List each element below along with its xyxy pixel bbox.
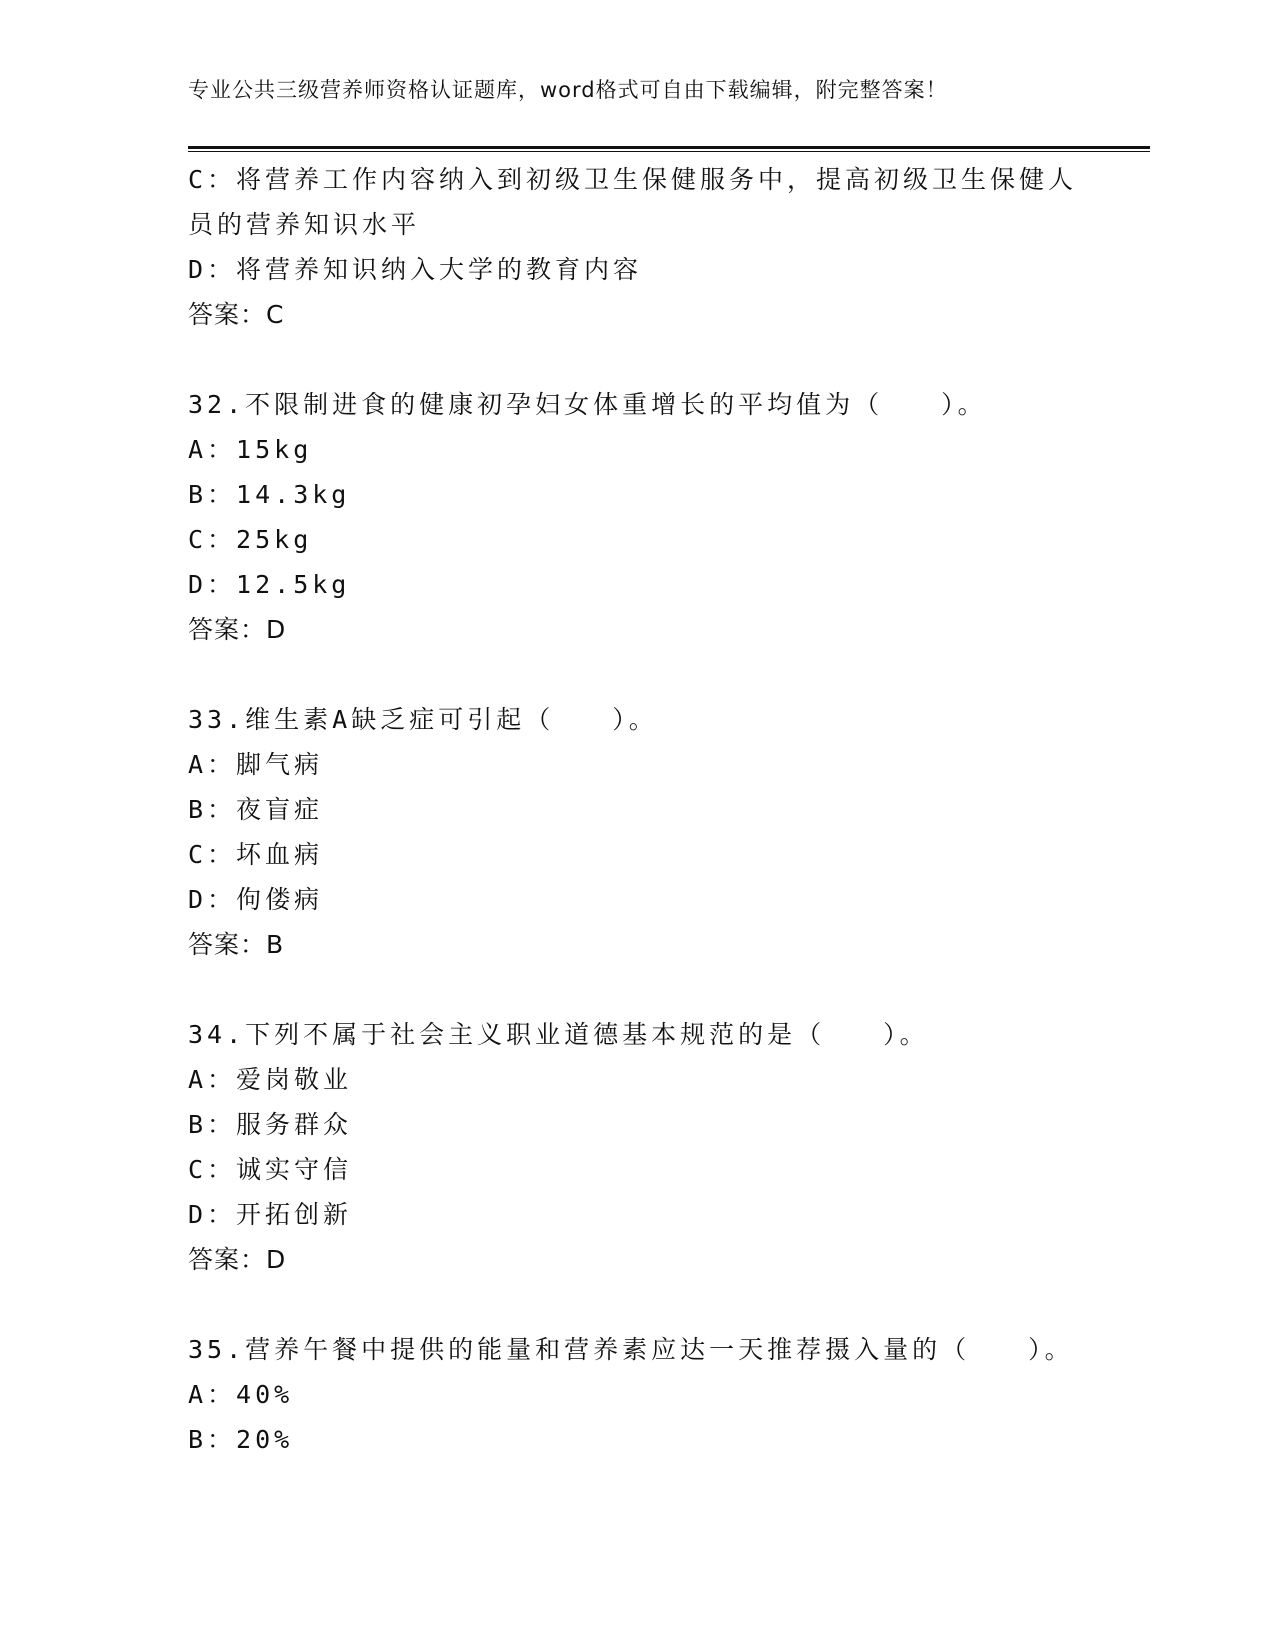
option-a: A：40% <box>188 1380 294 1409</box>
question-stem: 34.下列不属于社会主义职业道德基本规范的是（ ）。 <box>188 1020 929 1049</box>
question-33 <box>188 697 1088 967</box>
carryover-question <box>188 157 1088 337</box>
answer: 答案：B <box>188 930 285 959</box>
option-d: D：开拓创新 <box>188 1200 353 1229</box>
option-c: C：坏血病 <box>188 840 324 869</box>
option-b: B：20% <box>188 1425 294 1454</box>
question-32 <box>188 382 1088 652</box>
header-rule-thick <box>188 146 1150 149</box>
answer: 答案：D <box>188 615 287 644</box>
question-stem: 33.维生素A缺乏症可引起（ ）。 <box>188 705 658 734</box>
option-a: A：爱岗敬业 <box>188 1065 353 1094</box>
question-34 <box>188 1012 1088 1282</box>
option-b: B：服务群众 <box>188 1110 353 1139</box>
question-content <box>188 157 1088 1462</box>
option-c: C：25kg <box>188 525 313 554</box>
option-d: D：佝偻病 <box>188 885 324 914</box>
header-rule-thin <box>188 151 1150 152</box>
answer: 答案：C <box>188 300 285 329</box>
question-stem: 35.营养午餐中提供的能量和营养素应达一天推荐摄入量的（ ）。 <box>188 1335 1074 1364</box>
answer: 答案：D <box>188 1245 287 1274</box>
option-c: C：诚实守信 <box>188 1155 353 1184</box>
option-d: D：将营养知识纳入大学的教育内容 <box>188 255 643 284</box>
option-c: C：将营养工作内容纳入到初级卫生保健服务中，提高初级卫生保健人 <box>188 165 1078 194</box>
option-b: B：14.3kg <box>188 480 351 509</box>
option-a: A：15kg <box>188 435 313 464</box>
question-stem: 32.不限制进食的健康初孕妇女体重增长的平均值为（ ）。 <box>188 390 987 419</box>
document-header: 专业公共三级营养师资格认证题库，word格式可自由下载编辑，附完整答案！ <box>188 78 948 102</box>
option-d: D：12.5kg <box>188 570 351 599</box>
option-a: A：脚气病 <box>188 750 324 779</box>
option-c-continued: 员的营养知识水平 <box>188 210 421 239</box>
question-35 <box>188 1327 1088 1462</box>
option-b: B：夜盲症 <box>188 795 324 824</box>
